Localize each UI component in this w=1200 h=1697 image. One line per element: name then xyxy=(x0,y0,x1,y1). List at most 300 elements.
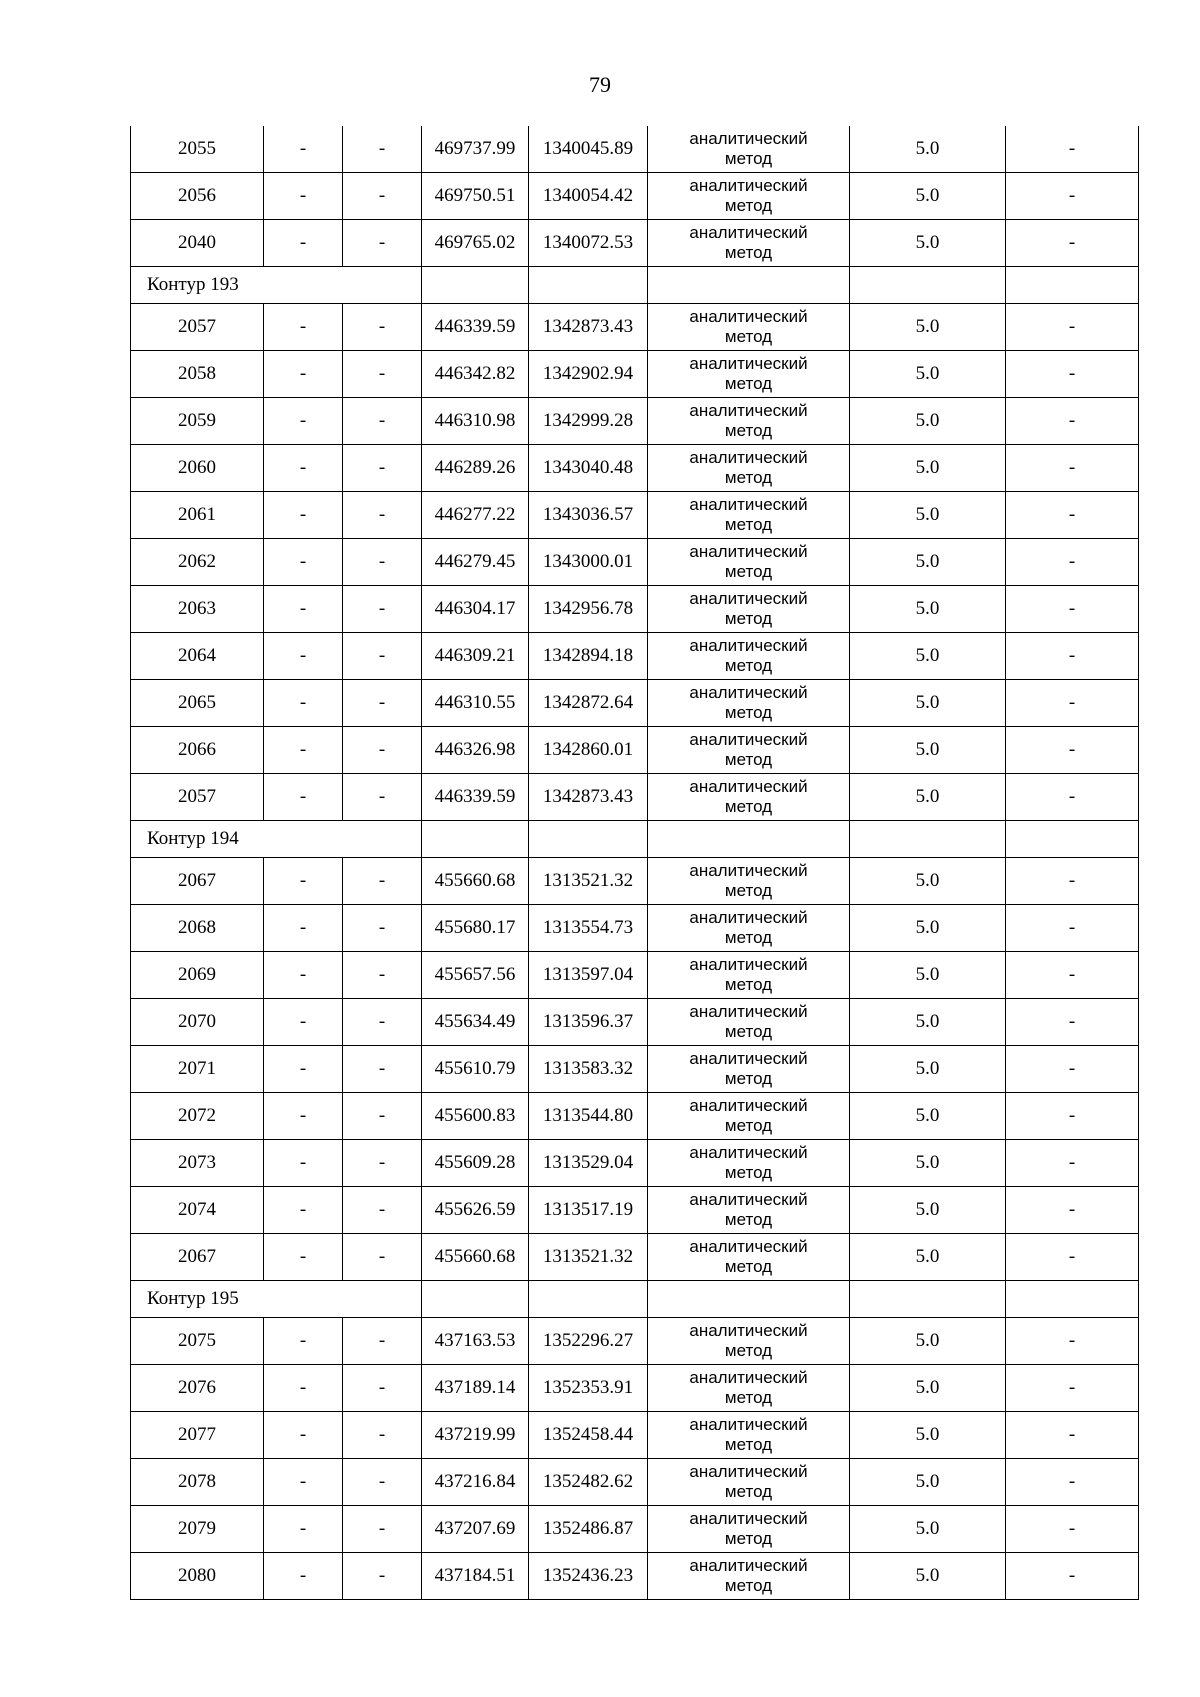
y-coordinate-cell: 1342894.18 xyxy=(529,633,648,680)
method-line-2: метод xyxy=(724,1482,773,1501)
y-coordinate-cell: 1313521.32 xyxy=(529,1234,648,1281)
col8-cell: - xyxy=(1006,1046,1139,1093)
col2-cell: - xyxy=(264,952,343,999)
empty-cell xyxy=(422,1281,529,1318)
method-cell xyxy=(648,999,850,1046)
method-line-2: метод xyxy=(724,1257,773,1276)
accuracy-cell: 5.0 xyxy=(850,1140,1006,1187)
table-row xyxy=(131,774,1139,821)
point-number-cell: 2069 xyxy=(131,952,264,999)
y-coordinate-cell: 1313544.80 xyxy=(529,1093,648,1140)
method-line-2: метод xyxy=(724,797,773,816)
col3-cell: - xyxy=(343,586,422,633)
table-row xyxy=(131,680,1139,727)
col8-cell: - xyxy=(1006,727,1139,774)
x-coordinate-cell: 455609.28 xyxy=(422,1140,529,1187)
table-row xyxy=(131,1506,1139,1553)
empty-cell xyxy=(422,821,529,858)
col3-cell: - xyxy=(343,774,422,821)
method-line-1: аналитический xyxy=(689,1509,808,1528)
col3-cell: - xyxy=(343,1234,422,1281)
table-row xyxy=(131,586,1139,633)
col8-cell: - xyxy=(1006,492,1139,539)
col2-cell: - xyxy=(264,1412,343,1459)
col8-cell: - xyxy=(1006,586,1139,633)
method-line-1: аналитический xyxy=(689,955,808,974)
col3-cell: - xyxy=(343,1318,422,1365)
table-row xyxy=(131,727,1139,774)
method-line-2: метод xyxy=(724,374,773,393)
x-coordinate-cell: 455680.17 xyxy=(422,905,529,952)
col8-cell: - xyxy=(1006,633,1139,680)
col8-cell: - xyxy=(1006,1412,1139,1459)
point-number-cell: 2077 xyxy=(131,1412,264,1459)
method-line-1: аналитический xyxy=(689,1462,808,1481)
method-cell xyxy=(648,1506,850,1553)
method-line-2: метод xyxy=(724,196,773,215)
col2-cell: - xyxy=(264,1187,343,1234)
x-coordinate-cell: 437207.69 xyxy=(422,1506,529,1553)
col2-cell: - xyxy=(264,126,343,173)
method-cell xyxy=(648,492,850,539)
table-row xyxy=(131,1187,1139,1234)
table-row xyxy=(131,858,1139,905)
col8-cell: - xyxy=(1006,1234,1139,1281)
table-row xyxy=(131,633,1139,680)
y-coordinate-cell: 1342999.28 xyxy=(529,398,648,445)
col8-cell: - xyxy=(1006,1506,1139,1553)
point-number-cell: 2040 xyxy=(131,220,264,267)
col2-cell: - xyxy=(264,727,343,774)
table-row xyxy=(131,1140,1139,1187)
x-coordinate-cell: 446289.26 xyxy=(422,445,529,492)
x-coordinate-cell: 455610.79 xyxy=(422,1046,529,1093)
accuracy-cell: 5.0 xyxy=(850,774,1006,821)
accuracy-cell: 5.0 xyxy=(850,680,1006,727)
method-line-2: метод xyxy=(724,1163,773,1182)
y-coordinate-cell: 1342873.43 xyxy=(529,774,648,821)
method-line-2: метод xyxy=(724,975,773,994)
y-coordinate-cell: 1352436.23 xyxy=(529,1553,648,1600)
empty-cell xyxy=(529,1281,648,1318)
point-number-cell: 2065 xyxy=(131,680,264,727)
col3-cell: - xyxy=(343,1093,422,1140)
method-line-1: аналитический xyxy=(689,176,808,195)
col2-cell: - xyxy=(264,1553,343,1600)
x-coordinate-cell: 455634.49 xyxy=(422,999,529,1046)
accuracy-cell: 5.0 xyxy=(850,633,1006,680)
method-line-2: метод xyxy=(724,243,773,262)
col8-cell: - xyxy=(1006,126,1139,173)
col8-cell: - xyxy=(1006,1365,1139,1412)
point-number-cell: 2078 xyxy=(131,1459,264,1506)
x-coordinate-cell: 455660.68 xyxy=(422,858,529,905)
col3-cell: - xyxy=(343,727,422,774)
table-row xyxy=(131,492,1139,539)
point-number-cell: 2061 xyxy=(131,492,264,539)
y-coordinate-cell: 1343040.48 xyxy=(529,445,648,492)
accuracy-cell: 5.0 xyxy=(850,999,1006,1046)
x-coordinate-cell: 455660.68 xyxy=(422,1234,529,1281)
empty-cell xyxy=(850,821,1006,858)
col2-cell: - xyxy=(264,304,343,351)
y-coordinate-cell: 1352486.87 xyxy=(529,1506,648,1553)
method-cell xyxy=(648,727,850,774)
accuracy-cell: 5.0 xyxy=(850,173,1006,220)
y-coordinate-cell: 1313517.19 xyxy=(529,1187,648,1234)
accuracy-cell: 5.0 xyxy=(850,1046,1006,1093)
point-number-cell: 2058 xyxy=(131,351,264,398)
method-line-1: аналитический xyxy=(689,1096,808,1115)
method-line-2: метод xyxy=(724,149,773,168)
method-line-1: аналитический xyxy=(689,448,808,467)
accuracy-cell: 5.0 xyxy=(850,304,1006,351)
method-line-1: аналитический xyxy=(689,908,808,927)
method-line-1: аналитический xyxy=(689,1143,808,1162)
method-line-1: аналитический xyxy=(689,1415,808,1434)
col2-cell: - xyxy=(264,492,343,539)
method-line-1: аналитический xyxy=(689,1049,808,1068)
col3-cell: - xyxy=(343,1187,422,1234)
col8-cell: - xyxy=(1006,1318,1139,1365)
accuracy-cell: 5.0 xyxy=(850,1506,1006,1553)
method-line-1: аналитический xyxy=(689,1321,808,1340)
accuracy-cell: 5.0 xyxy=(850,398,1006,445)
table-row xyxy=(131,1318,1139,1365)
method-line-1: аналитический xyxy=(689,307,808,326)
empty-cell xyxy=(1006,1281,1139,1318)
x-coordinate-cell: 437216.84 xyxy=(422,1459,529,1506)
x-coordinate-cell: 455657.56 xyxy=(422,952,529,999)
table-row xyxy=(131,1093,1139,1140)
method-cell xyxy=(648,680,850,727)
col2-cell: - xyxy=(264,1140,343,1187)
point-number-cell: 2072 xyxy=(131,1093,264,1140)
y-coordinate-cell: 1340045.89 xyxy=(529,126,648,173)
col2-cell: - xyxy=(264,633,343,680)
method-line-1: аналитический xyxy=(689,542,808,561)
table-row xyxy=(131,1412,1139,1459)
point-number-cell: 2071 xyxy=(131,1046,264,1093)
col8-cell: - xyxy=(1006,774,1139,821)
method-line-2: метод xyxy=(724,515,773,534)
col2-cell: - xyxy=(264,1318,343,1365)
method-line-1: аналитический xyxy=(689,495,808,514)
method-line-2: метод xyxy=(724,1435,773,1454)
y-coordinate-cell: 1313529.04 xyxy=(529,1140,648,1187)
page-number: 79 xyxy=(589,72,611,97)
method-line-2: метод xyxy=(724,1529,773,1548)
y-coordinate-cell: 1342873.43 xyxy=(529,304,648,351)
table-row xyxy=(131,539,1139,586)
method-line-2: метод xyxy=(724,928,773,947)
col2-cell: - xyxy=(264,1365,343,1412)
accuracy-cell: 5.0 xyxy=(850,1234,1006,1281)
point-number-cell: 2062 xyxy=(131,539,264,586)
col2-cell: - xyxy=(264,1046,343,1093)
method-cell xyxy=(648,1093,850,1140)
col3-cell: - xyxy=(343,1412,422,1459)
col2-cell: - xyxy=(264,905,343,952)
x-coordinate-cell: 437219.99 xyxy=(422,1412,529,1459)
method-line-2: метод xyxy=(724,1341,773,1360)
method-line-1: аналитический xyxy=(689,636,808,655)
point-number-cell: 2079 xyxy=(131,1506,264,1553)
method-line-1: аналитический xyxy=(689,683,808,702)
method-cell xyxy=(648,858,850,905)
col3-cell: - xyxy=(343,999,422,1046)
col3-cell: - xyxy=(343,351,422,398)
accuracy-cell: 5.0 xyxy=(850,126,1006,173)
empty-cell xyxy=(648,821,850,858)
method-line-1: аналитический xyxy=(689,1556,808,1575)
empty-cell xyxy=(529,267,648,304)
empty-cell xyxy=(850,267,1006,304)
contour-header-row xyxy=(131,1281,1139,1318)
method-line-2: метод xyxy=(724,656,773,675)
method-cell xyxy=(648,633,850,680)
table-row xyxy=(131,1234,1139,1281)
col8-cell: - xyxy=(1006,173,1139,220)
method-cell xyxy=(648,1412,850,1459)
col8-cell: - xyxy=(1006,304,1139,351)
method-line-2: метод xyxy=(724,1388,773,1407)
col3-cell: - xyxy=(343,539,422,586)
point-number-cell: 2067 xyxy=(131,1234,264,1281)
point-number-cell: 2066 xyxy=(131,727,264,774)
point-number-cell: 2063 xyxy=(131,586,264,633)
col3-cell: - xyxy=(343,304,422,351)
coordinates-table xyxy=(130,126,1139,1600)
col8-cell: - xyxy=(1006,905,1139,952)
col3-cell: - xyxy=(343,858,422,905)
empty-cell xyxy=(1006,267,1139,304)
table-row xyxy=(131,398,1139,445)
empty-cell xyxy=(422,267,529,304)
method-line-1: аналитический xyxy=(689,354,808,373)
col3-cell: - xyxy=(343,1046,422,1093)
method-line-2: метод xyxy=(724,1576,773,1595)
y-coordinate-cell: 1352353.91 xyxy=(529,1365,648,1412)
x-coordinate-cell: 437189.14 xyxy=(422,1365,529,1412)
col2-cell: - xyxy=(264,398,343,445)
y-coordinate-cell: 1313554.73 xyxy=(529,905,648,952)
empty-cell xyxy=(529,821,648,858)
col8-cell: - xyxy=(1006,1140,1139,1187)
point-number-cell: 2064 xyxy=(131,633,264,680)
col8-cell: - xyxy=(1006,999,1139,1046)
accuracy-cell: 5.0 xyxy=(850,1318,1006,1365)
method-line-2: метод xyxy=(724,468,773,487)
x-coordinate-cell: 437184.51 xyxy=(422,1553,529,1600)
col2-cell: - xyxy=(264,858,343,905)
point-number-cell: 2076 xyxy=(131,1365,264,1412)
table-row xyxy=(131,445,1139,492)
accuracy-cell: 5.0 xyxy=(850,858,1006,905)
col2-cell: - xyxy=(264,1506,343,1553)
col3-cell: - xyxy=(343,492,422,539)
accuracy-cell: 5.0 xyxy=(850,586,1006,633)
col2-cell: - xyxy=(264,586,343,633)
method-line-2: метод xyxy=(724,703,773,722)
col8-cell: - xyxy=(1006,398,1139,445)
method-cell xyxy=(648,1187,850,1234)
accuracy-cell: 5.0 xyxy=(850,1093,1006,1140)
col2-cell: - xyxy=(264,999,343,1046)
y-coordinate-cell: 1352458.44 xyxy=(529,1412,648,1459)
accuracy-cell: 5.0 xyxy=(850,1553,1006,1600)
col3-cell: - xyxy=(343,633,422,680)
y-coordinate-cell: 1342956.78 xyxy=(529,586,648,633)
method-cell xyxy=(648,1365,850,1412)
method-line-2: метод xyxy=(724,1210,773,1229)
y-coordinate-cell: 1342860.01 xyxy=(529,727,648,774)
contour-header-row xyxy=(131,821,1139,858)
empty-cell xyxy=(850,1281,1006,1318)
y-coordinate-cell: 1313597.04 xyxy=(529,952,648,999)
x-coordinate-cell: 455626.59 xyxy=(422,1187,529,1234)
point-number-cell: 2059 xyxy=(131,398,264,445)
x-coordinate-cell: 446304.17 xyxy=(422,586,529,633)
table-row xyxy=(131,952,1139,999)
method-cell xyxy=(648,220,850,267)
method-line-1: аналитический xyxy=(689,589,808,608)
col3-cell: - xyxy=(343,220,422,267)
col2-cell: - xyxy=(264,1093,343,1140)
col2-cell: - xyxy=(264,173,343,220)
col2-cell: - xyxy=(264,1234,343,1281)
col3-cell: - xyxy=(343,905,422,952)
x-coordinate-cell: 469765.02 xyxy=(422,220,529,267)
table-row xyxy=(131,304,1139,351)
point-number-cell: 2056 xyxy=(131,173,264,220)
x-coordinate-cell: 446310.55 xyxy=(422,680,529,727)
y-coordinate-cell: 1352482.62 xyxy=(529,1459,648,1506)
method-line-1: аналитический xyxy=(689,129,808,148)
col3-cell: - xyxy=(343,398,422,445)
contour-label: Контур 193 xyxy=(131,267,422,304)
point-number-cell: 2070 xyxy=(131,999,264,1046)
col8-cell: - xyxy=(1006,1459,1139,1506)
y-coordinate-cell: 1313583.32 xyxy=(529,1046,648,1093)
y-coordinate-cell: 1342902.94 xyxy=(529,351,648,398)
method-line-1: аналитический xyxy=(689,730,808,749)
col3-cell: - xyxy=(343,680,422,727)
method-line-2: метод xyxy=(724,421,773,440)
col8-cell: - xyxy=(1006,1093,1139,1140)
x-coordinate-cell: 455600.83 xyxy=(422,1093,529,1140)
y-coordinate-cell: 1343000.01 xyxy=(529,539,648,586)
method-line-1: аналитический xyxy=(689,861,808,880)
x-coordinate-cell: 469750.51 xyxy=(422,173,529,220)
method-cell xyxy=(648,304,850,351)
method-cell xyxy=(648,774,850,821)
accuracy-cell: 5.0 xyxy=(850,1459,1006,1506)
y-coordinate-cell: 1352296.27 xyxy=(529,1318,648,1365)
method-cell xyxy=(648,445,850,492)
y-coordinate-cell: 1340072.53 xyxy=(529,220,648,267)
accuracy-cell: 5.0 xyxy=(850,952,1006,999)
col8-cell: - xyxy=(1006,858,1139,905)
method-cell xyxy=(648,905,850,952)
empty-cell xyxy=(1006,821,1139,858)
method-cell xyxy=(648,173,850,220)
col8-cell: - xyxy=(1006,220,1139,267)
col8-cell: - xyxy=(1006,445,1139,492)
table-row xyxy=(131,999,1139,1046)
method-cell xyxy=(648,586,850,633)
col2-cell: - xyxy=(264,445,343,492)
col3-cell: - xyxy=(343,126,422,173)
col3-cell: - xyxy=(343,1140,422,1187)
method-cell xyxy=(648,126,850,173)
accuracy-cell: 5.0 xyxy=(850,220,1006,267)
col8-cell: - xyxy=(1006,680,1139,727)
method-line-1: аналитический xyxy=(689,1190,808,1209)
method-line-1: аналитический xyxy=(689,1368,808,1387)
method-line-2: метод xyxy=(724,750,773,769)
table-row xyxy=(131,173,1139,220)
col3-cell: - xyxy=(343,445,422,492)
accuracy-cell: 5.0 xyxy=(850,727,1006,774)
point-number-cell: 2080 xyxy=(131,1553,264,1600)
table-row xyxy=(131,1459,1139,1506)
x-coordinate-cell: 446309.21 xyxy=(422,633,529,680)
x-coordinate-cell: 446342.82 xyxy=(422,351,529,398)
y-coordinate-cell: 1343036.57 xyxy=(529,492,648,539)
method-cell xyxy=(648,1234,850,1281)
x-coordinate-cell: 446326.98 xyxy=(422,727,529,774)
method-cell xyxy=(648,1140,850,1187)
y-coordinate-cell: 1313521.32 xyxy=(529,858,648,905)
table-row xyxy=(131,351,1139,398)
contour-label: Контур 195 xyxy=(131,1281,422,1318)
accuracy-cell: 5.0 xyxy=(850,445,1006,492)
method-line-2: метод xyxy=(724,1022,773,1041)
method-line-1: аналитический xyxy=(689,1237,808,1256)
col8-cell: - xyxy=(1006,539,1139,586)
x-coordinate-cell: 437163.53 xyxy=(422,1318,529,1365)
col8-cell: - xyxy=(1006,1187,1139,1234)
method-line-2: метод xyxy=(724,562,773,581)
col8-cell: - xyxy=(1006,1553,1139,1600)
x-coordinate-cell: 446310.98 xyxy=(422,398,529,445)
table-row xyxy=(131,905,1139,952)
table-row xyxy=(131,1365,1139,1412)
empty-cell xyxy=(648,1281,850,1318)
method-line-1: аналитический xyxy=(689,1002,808,1021)
method-cell xyxy=(648,1046,850,1093)
y-coordinate-cell: 1340054.42 xyxy=(529,173,648,220)
col2-cell: - xyxy=(264,220,343,267)
col3-cell: - xyxy=(343,1553,422,1600)
accuracy-cell: 5.0 xyxy=(850,492,1006,539)
contour-header-row xyxy=(131,267,1139,304)
col3-cell: - xyxy=(343,1365,422,1412)
table-row xyxy=(131,1046,1139,1093)
accuracy-cell: 5.0 xyxy=(850,539,1006,586)
col8-cell: - xyxy=(1006,351,1139,398)
table-row xyxy=(131,1553,1139,1600)
method-cell xyxy=(648,539,850,586)
method-cell xyxy=(648,1553,850,1600)
col3-cell: - xyxy=(343,173,422,220)
accuracy-cell: 5.0 xyxy=(850,351,1006,398)
method-line-1: аналитический xyxy=(689,401,808,420)
point-number-cell: 2060 xyxy=(131,445,264,492)
col2-cell: - xyxy=(264,680,343,727)
point-number-cell: 2074 xyxy=(131,1187,264,1234)
